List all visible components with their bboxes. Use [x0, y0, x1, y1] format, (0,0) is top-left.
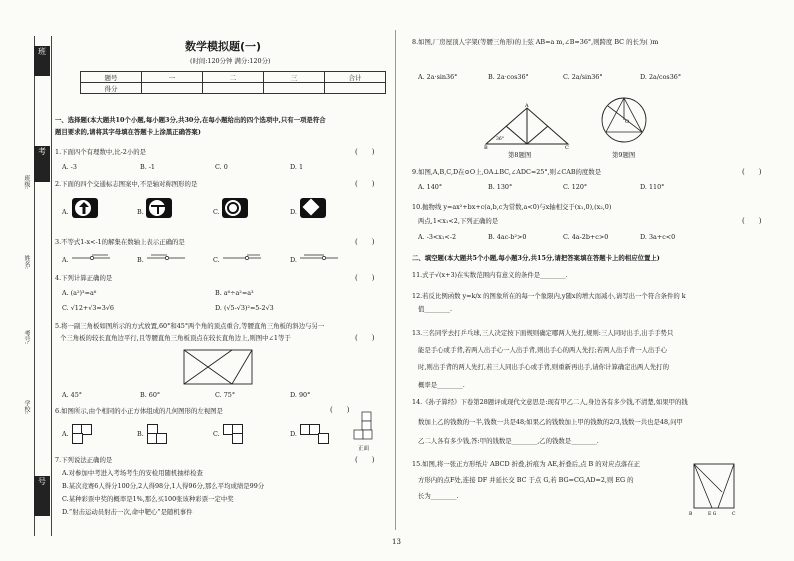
option[interactable]: C. 120° — [563, 183, 588, 191]
question-11: 11.式子√(x+3)在实数范围内有意义的条件是________. — [412, 271, 568, 279]
option[interactable]: B.某次竞赛6人得分100分,2人得98分,1人得96分,那么平均成绩是99分 — [62, 482, 265, 490]
cube-stack-figure — [352, 410, 382, 444]
score-header: 题号 — [81, 72, 142, 83]
view-square — [318, 433, 329, 444]
option[interactable]: A. 45° — [62, 391, 83, 399]
score-header: 三 — [264, 72, 325, 83]
option[interactable]: D. — [290, 430, 297, 438]
question-2: 2.下面的四个交通标志图案中,不是轴对称图形的是 — [55, 180, 198, 188]
score-cell[interactable] — [325, 83, 386, 94]
question-5-line2: 个三角板的较长直角边平行,且等腰直角三角板顶点在较长直角边上,则图中∠1等于 — [60, 334, 291, 342]
traffic-sign-d — [300, 198, 326, 218]
answer-paren[interactable]: ( ) — [355, 238, 375, 246]
question-13-line2: 能是手心或手背,若两人出手心一人出手背,则出手心的两人先打;若两人出手背一人出手心 — [418, 346, 668, 354]
option[interactable]: A. -3 — [62, 163, 77, 171]
field-school: 班级: — [23, 175, 30, 190]
option[interactable]: A. — [62, 256, 69, 264]
score-table — [80, 71, 386, 94]
question-6: 6.如图所示,由个相同的小正方体组成的几何图形的左视图是 — [55, 407, 223, 415]
traffic-sign-b — [146, 198, 172, 218]
option[interactable]: C. 4a-2b+c>0 — [563, 233, 609, 241]
question-13-line4: 概率是________. — [418, 381, 465, 389]
question-3: 3.不等式1-x<-1的解集在数轴上表示正确的是 — [55, 238, 185, 246]
question-15-line3: 长为________. — [418, 492, 459, 500]
option[interactable]: D. 1 — [290, 163, 304, 171]
figure-caption: 第8题图 — [508, 151, 532, 159]
figure-caption: 第9题图 — [612, 151, 636, 159]
option[interactable]: A. 2a·sin36° — [418, 73, 458, 81]
answer-paren[interactable]: ( ) — [355, 456, 375, 464]
option[interactable]: B. 2a·cos36° — [488, 73, 529, 81]
option[interactable]: A. 140° — [418, 183, 443, 191]
field-school2: 学校: — [23, 400, 30, 415]
option[interactable]: D. (√5-√3)²=5-2√3 — [215, 304, 274, 312]
page-subtitle: (时间:120分钟 满分:120分) — [190, 57, 271, 65]
option[interactable]: D. 90° — [290, 391, 311, 399]
question-14-line3: 乙二人各有多少钱,答:甲的钱数是________,乙的钱数是________. — [418, 437, 599, 445]
section1-heading: 一、选择题(本大题共10个小题,每小题3分,共30分,在每小题给出的四个选项中,只有一项是符合 — [55, 116, 326, 124]
option[interactable]: D. — [290, 208, 297, 216]
view-square — [156, 433, 167, 444]
option[interactable]: A. (a²)³=a⁶ — [62, 289, 97, 297]
question-4: 4.下列计算正确的是 — [55, 274, 113, 282]
option[interactable]: D. — [290, 256, 297, 264]
option[interactable]: C. — [213, 208, 220, 216]
option[interactable]: D. 3a+c<0 — [640, 233, 676, 241]
roof-truss-figure — [482, 102, 572, 150]
option[interactable]: B. a⁶÷a²=a³ — [215, 289, 254, 297]
section1-heading2: 题目要求的,请将其字母填在答题卡上涂黑正确答案) — [55, 128, 201, 136]
option[interactable]: B. — [137, 256, 144, 264]
question-14-line2: 数加上乙的钱数的一半,钱数一共是48;如果乙的钱数加上甲的钱数的2/3,钱数一共也是48,问甲 — [418, 418, 683, 426]
option[interactable]: C. 2a/sin36° — [563, 73, 603, 81]
figure-caption: 正面 — [358, 446, 370, 452]
page-title: 数学模拟题(一) — [185, 40, 262, 53]
option[interactable]: C. 75° — [215, 391, 236, 399]
answer-paren[interactable]: ( ) — [355, 274, 375, 282]
question-8: 8.如图,厂房屋顶人字架(等腰三角形)的上弦 AB=a m,∠B=36°,则跨度 BC 的长为( )m — [412, 38, 659, 46]
question-10-line2: 两点,1<x₁<2,下列正确的是 — [418, 217, 499, 225]
question-14: 14.《孙子算经》下卷第28题评成现代文意思是:现有甲乙二人,身边各有多少钱,不清楚,如果甲的钱 — [412, 398, 688, 406]
question-1: 1.下面四个有理数中,比-2小的是 — [55, 148, 147, 156]
option[interactable]: B. — [137, 430, 144, 438]
option[interactable]: C. √12+√3=3√6 — [62, 304, 114, 312]
triangle-figure — [182, 348, 254, 388]
option[interactable]: B. 130° — [488, 183, 513, 191]
answer-paren[interactable]: ( ) — [355, 148, 375, 156]
option[interactable]: A.对参加中考进入考场考生的安检用随机抽样检查 — [62, 469, 203, 477]
answer-paren[interactable]: ( ) — [330, 406, 350, 414]
number-line-d — [300, 252, 340, 266]
svg-text:36°: 36° — [496, 137, 504, 142]
option[interactable]: D.“射击运动员射击一次,命中靶心”是随机事件 — [62, 508, 193, 516]
section2-heading: 二、填空题(本大题共5个小题,每小题3分,共15分,请把答案填在答题卡上的相应位置上) — [412, 254, 660, 262]
score-header: 二 — [203, 72, 264, 83]
score-row-label: 得分 — [81, 83, 142, 94]
question-5: 5.将一副三角板如图所示的方式放置,60°和45°两个角的顶点重合,等腰直角三角板的斜边与另一 — [55, 322, 325, 330]
option[interactable]: A. -3<x₁<-2 — [418, 233, 457, 241]
option[interactable]: A. — [62, 208, 69, 216]
answer-paren[interactable]: ( ) — [355, 334, 375, 342]
binding-strip — [34, 36, 52, 536]
score-header: 一 — [142, 72, 203, 83]
option[interactable]: C.某种彩票中奖的概率是1%,那么买100张该种彩票一定中奖 — [62, 495, 234, 503]
option[interactable]: D. 2a/cos36° — [640, 73, 682, 81]
option[interactable]: C. — [213, 430, 220, 438]
column-divider — [395, 30, 396, 530]
option[interactable]: D. 110° — [640, 183, 665, 191]
svg-text:C: C — [565, 145, 569, 150]
answer-paren[interactable]: ( ) — [355, 180, 375, 188]
question-10: 10.抛物线 y=ax²+bx+c(a,b,c为常数,a<0)与x轴相交于(x₁,0),(x₂,0) — [412, 203, 612, 211]
answer-paren[interactable]: ( ) — [742, 168, 762, 176]
question-15-line2: 方形内的点F处,连接 DF 并延长交 BC 于点 G,若 BG=CG,AD=2,则 EG 的 — [418, 476, 634, 484]
question-7: 7.下列说法正确的是 — [55, 456, 113, 464]
question-15: 15.如图,将一张正方形纸片 ABCD 折叠,折痕为 AE,折叠后,点 B 的对应点落在正 — [412, 460, 641, 468]
svg-text:B: B — [484, 145, 488, 150]
square-fold-figure — [688, 458, 738, 518]
svg-text:O: O — [625, 119, 630, 125]
number-line-c — [223, 252, 263, 266]
strip-box: 班 — [34, 46, 50, 76]
question-9: 9.如图,A,B,C,D在⊙O上,OA⊥BC,∠ADC=25°,则∠CAB的度数是 — [412, 168, 602, 176]
view-square — [232, 433, 243, 444]
question-12-line2: 值________. — [418, 305, 452, 313]
score-cell[interactable] — [142, 83, 203, 94]
option[interactable]: B. 4ac-b²>0 — [488, 233, 527, 241]
option[interactable]: C. — [213, 256, 220, 264]
score-cell[interactable] — [264, 83, 325, 94]
strip-box: 号 — [34, 476, 50, 516]
option[interactable]: A. — [62, 430, 69, 438]
question-13: 13.三名同学去打乒乓球,三人决定按下面规则确定哪两人先打,规则:三人同时出手,出手手势只 — [412, 329, 674, 337]
question-12: 12.若反比例函数 y=k/x 的图象所在的每一个象限内,y随x的增大而减小,请写出一个符合条件的 k — [412, 292, 686, 300]
page-number: 13 — [392, 538, 401, 546]
svg-text:C: C — [732, 512, 736, 517]
circle-figure — [598, 92, 650, 148]
option[interactable]: B. — [137, 208, 144, 216]
svg-text:A: A — [525, 103, 529, 109]
field-id: 考号: — [23, 330, 30, 345]
answer-paren[interactable]: ( ) — [742, 217, 762, 225]
number-line-a — [72, 252, 112, 266]
option[interactable]: B. -1 — [140, 163, 155, 171]
view-square — [72, 433, 83, 444]
svg-text:E G: E G — [708, 512, 717, 517]
field-name: 姓名: — [23, 255, 30, 270]
number-line-b — [147, 252, 187, 266]
option[interactable]: B. 60° — [140, 391, 161, 399]
score-cell[interactable] — [203, 83, 264, 94]
score-header: 合计 — [325, 72, 386, 83]
traffic-sign-a — [72, 198, 98, 218]
option[interactable]: C. 0 — [215, 163, 228, 171]
traffic-sign-c — [222, 198, 248, 218]
strip-box: 考 — [34, 146, 50, 182]
question-13-line3: 时,则出手背的两人先打,若三人同出手心或手背,则重新再出手,请你计算确定出两人先打的 — [418, 363, 669, 371]
svg-text:B: B — [689, 512, 693, 517]
